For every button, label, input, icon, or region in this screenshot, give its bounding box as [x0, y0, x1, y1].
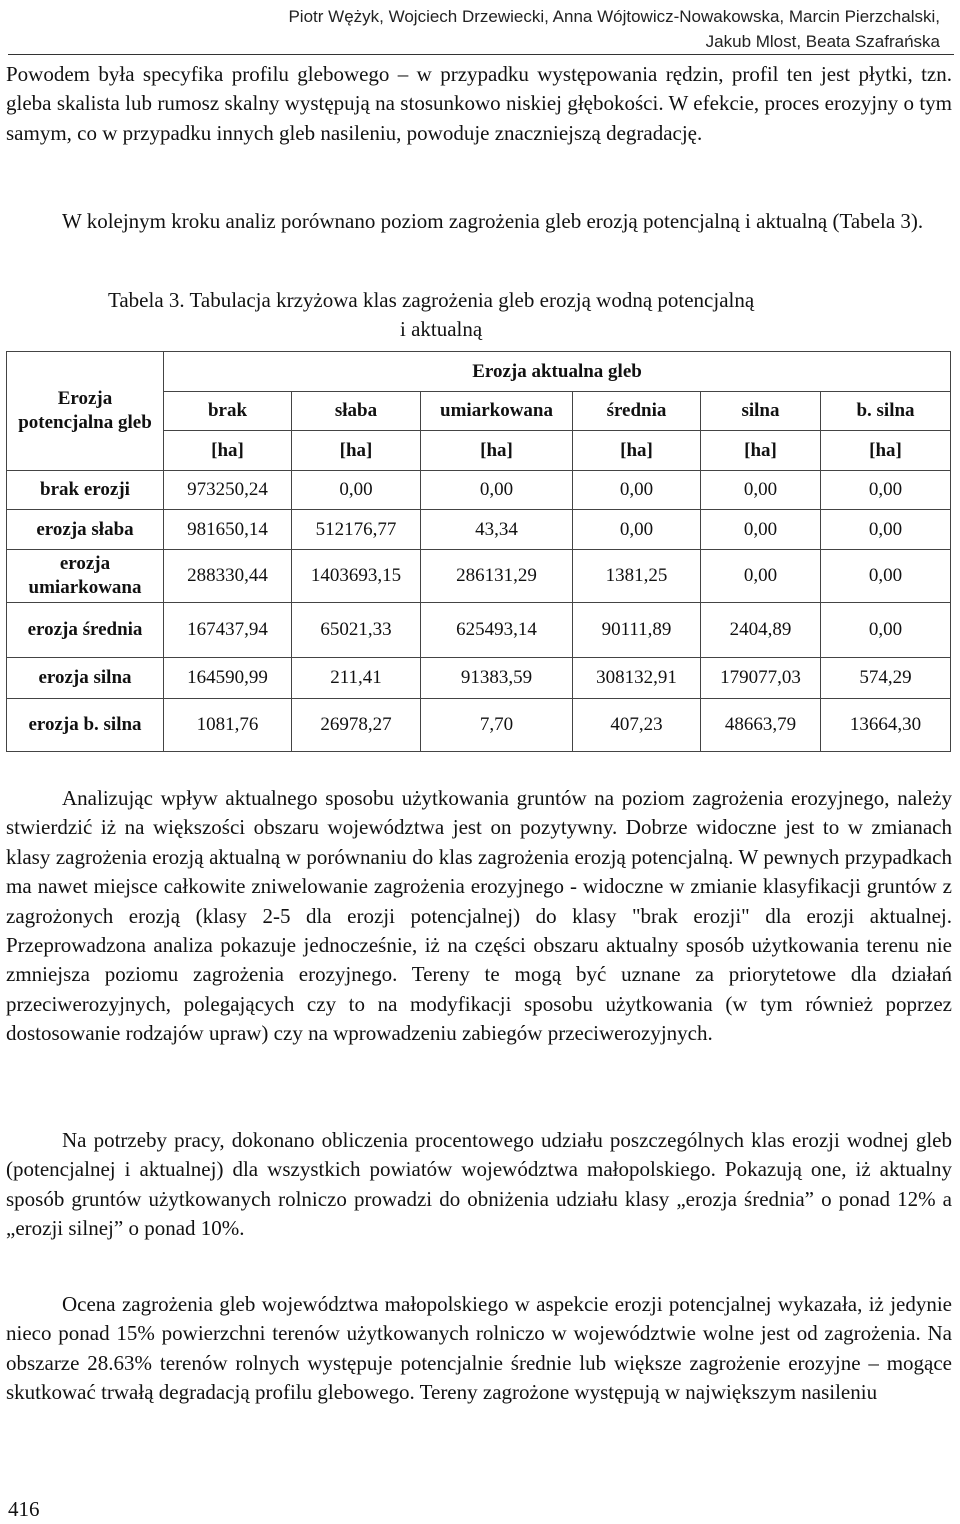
- column-header: b. silna: [821, 392, 951, 431]
- table-cell: 43,34: [421, 510, 573, 550]
- table-cell: 625493,14: [421, 603, 573, 658]
- page-number: 416: [8, 1497, 40, 1521]
- table-cell: 0,00: [701, 471, 821, 510]
- table-cell: 407,23: [573, 699, 701, 752]
- table-row: [7, 699, 951, 752]
- table-row: [7, 550, 951, 603]
- unit-cell: [ha]: [421, 431, 573, 471]
- table-cell: 0,00: [292, 471, 421, 510]
- table-cell: 91383,59: [421, 658, 573, 699]
- table-row: [7, 603, 951, 658]
- column-header: umiarkowana: [421, 392, 573, 431]
- table-row: [7, 658, 951, 699]
- paragraph-4: Na potrzeby pracy, dokonano obliczenia procentowego udziału poszczególnych klas erozji wodnej gleb (potencjalnej i aktualnej) dla wszystkich powiatów województwa małopolskiego. Pokazują one, iż aktualny sposób gruntów użytkowanych rolniczo prowadzi do obniżenia udziału klasy „erozja średnia” o ponad 12% a „erozji silnej” o ponad 10%.: [6, 1128, 952, 1241]
- table-caption-line-1: Tabela 3. Tabulacja krzyżowa klas zagrożenia gleb erozją wodną potencjalną: [108, 288, 755, 312]
- unit-cell: [ha]: [701, 431, 821, 471]
- table-cell: 7,70: [421, 699, 573, 752]
- table-row: [7, 510, 951, 550]
- row-label: erozja silna: [7, 658, 164, 699]
- unit-cell: [ha]: [821, 431, 951, 471]
- column-header: średnia: [573, 392, 701, 431]
- column-header: brak: [164, 392, 292, 431]
- table-cell: 0,00: [821, 550, 951, 603]
- table-cell: 1081,76: [164, 699, 292, 752]
- row-label: erozja średnia: [7, 603, 164, 658]
- table-cell: 0,00: [821, 471, 951, 510]
- table-row: [7, 471, 951, 510]
- table-caption: [96, 286, 960, 344]
- table-cell: 164590,99: [164, 658, 292, 699]
- table-cell: 0,00: [701, 510, 821, 550]
- column-header: silna: [701, 392, 821, 431]
- table-cell: 1381,25: [573, 550, 701, 603]
- paragraph-2: W kolejnym kroku analiz porównano poziom zagrożenia gleb erozją potencjalną i aktualną (Tabela 3).: [62, 209, 924, 233]
- row-label: brak erozji: [7, 471, 164, 510]
- paragraph-1: Powodem była specyfika profilu glebowego – w przypadku występowania rędzin, profil ten jest płytki, tzn. gleba skalista lub rumosz skalny występują na stosunkowo niskiej głębokości. W efekcie, proces erozyjny o tym samym, co w przypadku innych gleb nasileniu, powoduje znaczniejszą degradację.: [6, 62, 952, 145]
- running-header: [20, 4, 940, 54]
- column-group-title: Erozja aktualna gleb: [164, 352, 951, 392]
- table-cell: 1403693,15: [292, 550, 421, 603]
- table-cell: 288330,44: [164, 550, 292, 603]
- row-header-title: Erozja potencjalna gleb: [7, 352, 164, 471]
- table-cell: 48663,79: [701, 699, 821, 752]
- table-cell: 286131,29: [421, 550, 573, 603]
- table-caption-line-2: i aktualną: [400, 317, 483, 341]
- paragraph-3: Analizując wpływ aktualnego sposobu użytkowania gruntów na poziom zagrożenia erozyjnego, należy stwierdzić iż na większości obszaru województwa jest on pozytywny. Dobrze widoczne jest to w zmianach klasy zagrożenia erozją aktualną w porównaniu do klas zagrożenia erozją potencjalną. W pewnych przypadkach ma nawet miejsce całkowite zniwelowanie zagrożenia erozyjnego - widoczne w zmianie klasyfikacji gruntów z zagrożonych erozją (klasy 2-5 dla erozji potencjalnej) do klasy "brak erozji" dla erozji aktualnej. Przeprowadzona analiza pokazuje jednocześnie, iż na części obszaru aktualny sposób użytkowania terenu nie zmniejsza poziomu zagrożenia erozyjnego. Tereny te mogą być uznane za priorytetowe dla działań przeciwerozyjnych, polegających czy to na modyfikacji sposobu użytkowania (w tym również poprzez dostosowanie rodzajów upraw) czy na wprowadzeniu zabiegów przeciwerozyjnych.: [6, 786, 952, 1046]
- table-cell: 26978,27: [292, 699, 421, 752]
- table-cell: 2404,89: [701, 603, 821, 658]
- row-label: erozja b. silna: [7, 699, 164, 752]
- table-cell: 65021,33: [292, 603, 421, 658]
- table-cell: 308132,91: [573, 658, 701, 699]
- table-cell: 973250,24: [164, 471, 292, 510]
- table-cell: 0,00: [701, 550, 821, 603]
- table-cell: 981650,14: [164, 510, 292, 550]
- unit-cell: [ha]: [292, 431, 421, 471]
- header-authors-line-1: Piotr Wężyk, Wojciech Drzewiecki, Anna Wójtowicz-Nowakowska, Marcin Pierzchalski,: [288, 7, 940, 26]
- table-cell: 0,00: [821, 510, 951, 550]
- unit-cell: [ha]: [573, 431, 701, 471]
- header-authors-line-2: Jakub Mlost, Beata Szafrańska: [705, 32, 940, 51]
- row-label: erozja umiarkowana: [7, 550, 164, 603]
- table-cell: 90111,89: [573, 603, 701, 658]
- table-cell: 0,00: [573, 510, 701, 550]
- paragraph-5: Ocena zagrożenia gleb województwa małopolskiego w aspekcie erozji potencjalnej wykazała, iż jedynie nieco ponad 15% powierzchni terenów użytkowanych rolniczo w województwie wolne jest od zagrożenia. Na obszarze 28.63% terenów rolnych występuje potencjalnie średnie lub większe zagrożenie erozyjne – mogące skutkować trwałą degradacją profilu glebowego. Tereny zagrożone występują w największym nasileniu: [6, 1292, 952, 1405]
- cross-tabulation-table: [6, 351, 951, 752]
- row-label: erozja słaba: [7, 510, 164, 550]
- header-rule: [8, 54, 954, 55]
- table-cell: 167437,94: [164, 603, 292, 658]
- unit-cell: [ha]: [164, 431, 292, 471]
- table-cell: 574,29: [821, 658, 951, 699]
- column-header: słaba: [292, 392, 421, 431]
- table-cell: 0,00: [821, 603, 951, 658]
- table-cell: 13664,30: [821, 699, 951, 752]
- table-cell: 211,41: [292, 658, 421, 699]
- table-cell: 179077,03: [701, 658, 821, 699]
- table-cell: 0,00: [573, 471, 701, 510]
- table-cell: 0,00: [421, 471, 573, 510]
- table-cell: 512176,77: [292, 510, 421, 550]
